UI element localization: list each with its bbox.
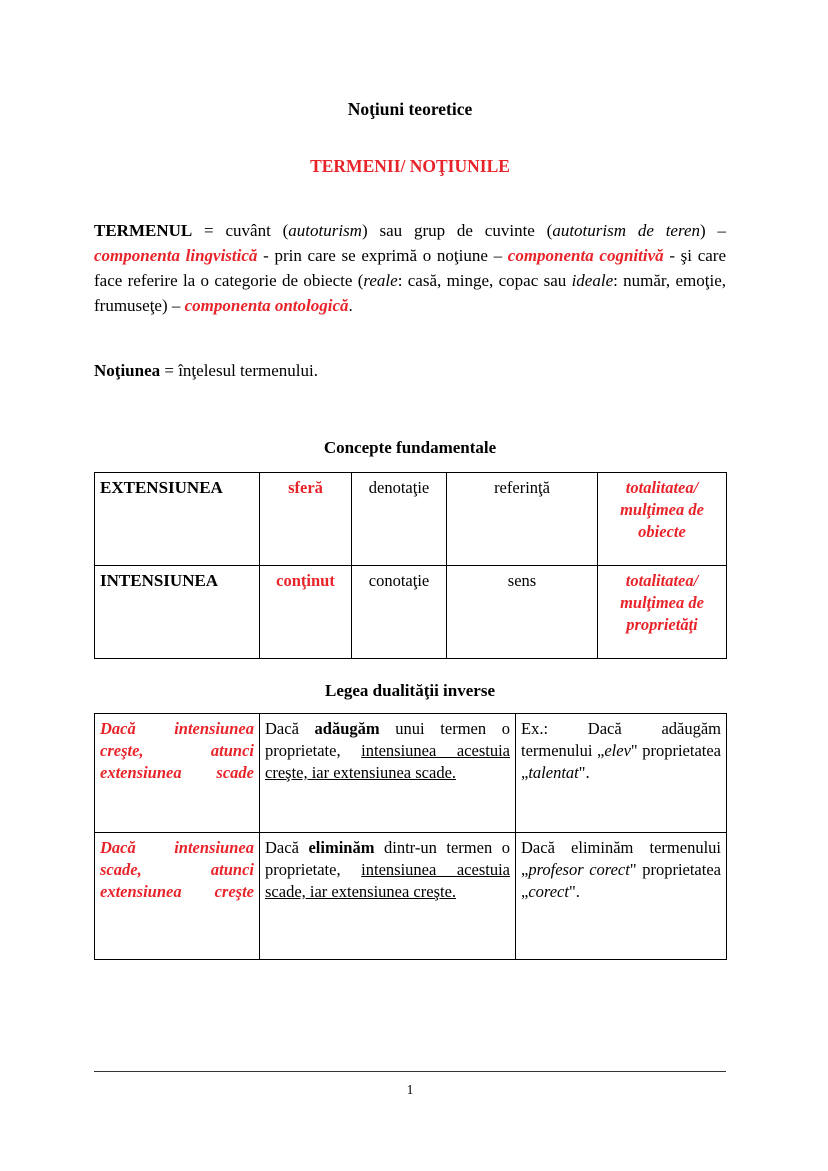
legea-ex-qclose: " [630,741,638,761]
termenul-italic2: autoturism de teren [552,221,701,241]
legea-rule: Dacă intensiunea creşte, atunci extensiunea scade [95,714,260,833]
legea-explanation [260,833,516,960]
legea-ex-qclose: " [629,860,637,880]
concepte-col3: denotaţie [352,472,447,565]
componenta-cognitiva: componenta cognitivă [507,246,664,266]
termenul-paragraph [94,219,726,319]
table-row [95,472,727,565]
concepte-col5-line3: proprietăţi [626,614,698,634]
legea-heading: Legea dualităţii inverse [325,680,495,700]
concepte-col5-line1: totalitatea/ [625,477,699,497]
termenul-seg8: . [348,296,353,316]
legea-ex-qopen: „ [597,741,605,761]
table-row [95,714,727,833]
concepte-term: EXTENSIUNEA [95,472,260,565]
concepte-col5-line1: totalitatea/ [625,570,699,590]
legea-explanation [260,714,516,833]
notiunea-label: Noţiunea [94,361,161,381]
componenta-lingvistica: componenta lingvistică [94,246,258,266]
legea-ex-end: . [585,763,590,783]
legea-rule: Dacă intensiunea scade, atunci extensiunea creşte [95,833,260,960]
legea-example [516,833,727,960]
concepte-term: INTENSIUNEA [95,565,260,658]
termenul-seg7: : număr, emoţie, frumuseţe) – [94,271,726,316]
concepte-synonym: sferă [260,472,352,565]
concepte-col5-line3: obiecte [638,521,686,541]
legea-exp-underlined: intensiunea acestuia scade, iar extensiunea creşte. [265,860,510,902]
notiunea-text: = înţelesul termenului. [160,361,318,381]
termenul-seg3: ) – [700,221,727,241]
notiunea-paragraph [94,359,726,384]
page-title: Noţiuni teoretice [347,99,473,119]
legea-exp-bold: adăugăm [314,719,380,739]
termenul-label: TERMENUL [94,221,193,241]
concepte-col5 [598,472,727,565]
legea-ex-quoted2: talentat [528,763,579,783]
legea-ex-quoted: elev [604,741,631,761]
concepte-col3: conotaţie [352,565,447,658]
legea-ex-qopen2: „ [521,763,529,783]
legea-table [94,713,727,960]
footer-divider [94,1071,726,1072]
legea-ex-qopen2: „ [521,882,529,902]
table-row [95,833,727,960]
termenul-italic3: reale [363,271,398,291]
concepte-col5-line2: mulţimea de [620,592,704,612]
concepte-col5-line2: mulţimea de [620,499,704,519]
concepte-table [94,472,727,659]
termenul-seg1: = cuvânt ( [192,221,289,241]
concepte-col5 [598,565,727,658]
table-row [95,565,727,658]
legea-ex-qclose2: " [568,882,576,902]
legea-ex-mid: proprietatea [637,741,721,761]
termenul-seg6: : casă, minge, copac sau [397,271,572,291]
concepte-col4: sens [447,565,598,658]
legea-exp-underlined: intensiunea acestuia creşte, iar extensiunea scade. [265,741,510,783]
concepte-heading: Concepte fundamentale [323,438,497,458]
legea-exp-mid: dintr-un termen o proprietate, [265,838,511,880]
legea-ex-pre: Dacă eliminăm termenului [521,838,721,858]
document-subtitle: TERMENII/ NOŢIUNILE [310,156,510,177]
termenul-seg5: - şi care face referire la o categorie de obiecte ( [94,246,726,291]
legea-ex-mid: proprietatea [636,860,721,880]
termenul-italic4: ideale [571,271,614,291]
legea-ex-qclose2: " [578,763,586,783]
legea-exp-mid: unui termen o proprietate, [265,719,510,761]
termenul-seg2: ) sau grup de cuvinte ( [361,221,553,241]
legea-example [516,714,727,833]
termenul-italic1: autoturism [288,221,362,241]
legea-exp-pre: Dacă [265,838,309,858]
legea-exp-bold: eliminăm [308,838,375,858]
legea-ex-end: . [575,882,580,902]
termenul-seg4: - prin care se exprimă o noţiune – [257,246,508,266]
legea-ex-pre: Ex.: Dacă adăugăm termenului [521,719,721,761]
legea-exp-pre: Dacă [265,719,315,739]
concepte-col4: referinţă [447,472,598,565]
componenta-ontologica: componenta ontologică [184,296,349,316]
legea-ex-quoted: profesor corect [528,860,630,880]
concepte-synonym: conţinut [260,565,352,658]
page-number: 1 [406,1082,414,1097]
page-content [94,0,726,960]
legea-ex-quoted2: corect [528,882,569,902]
legea-ex-qopen: „ [521,860,529,880]
